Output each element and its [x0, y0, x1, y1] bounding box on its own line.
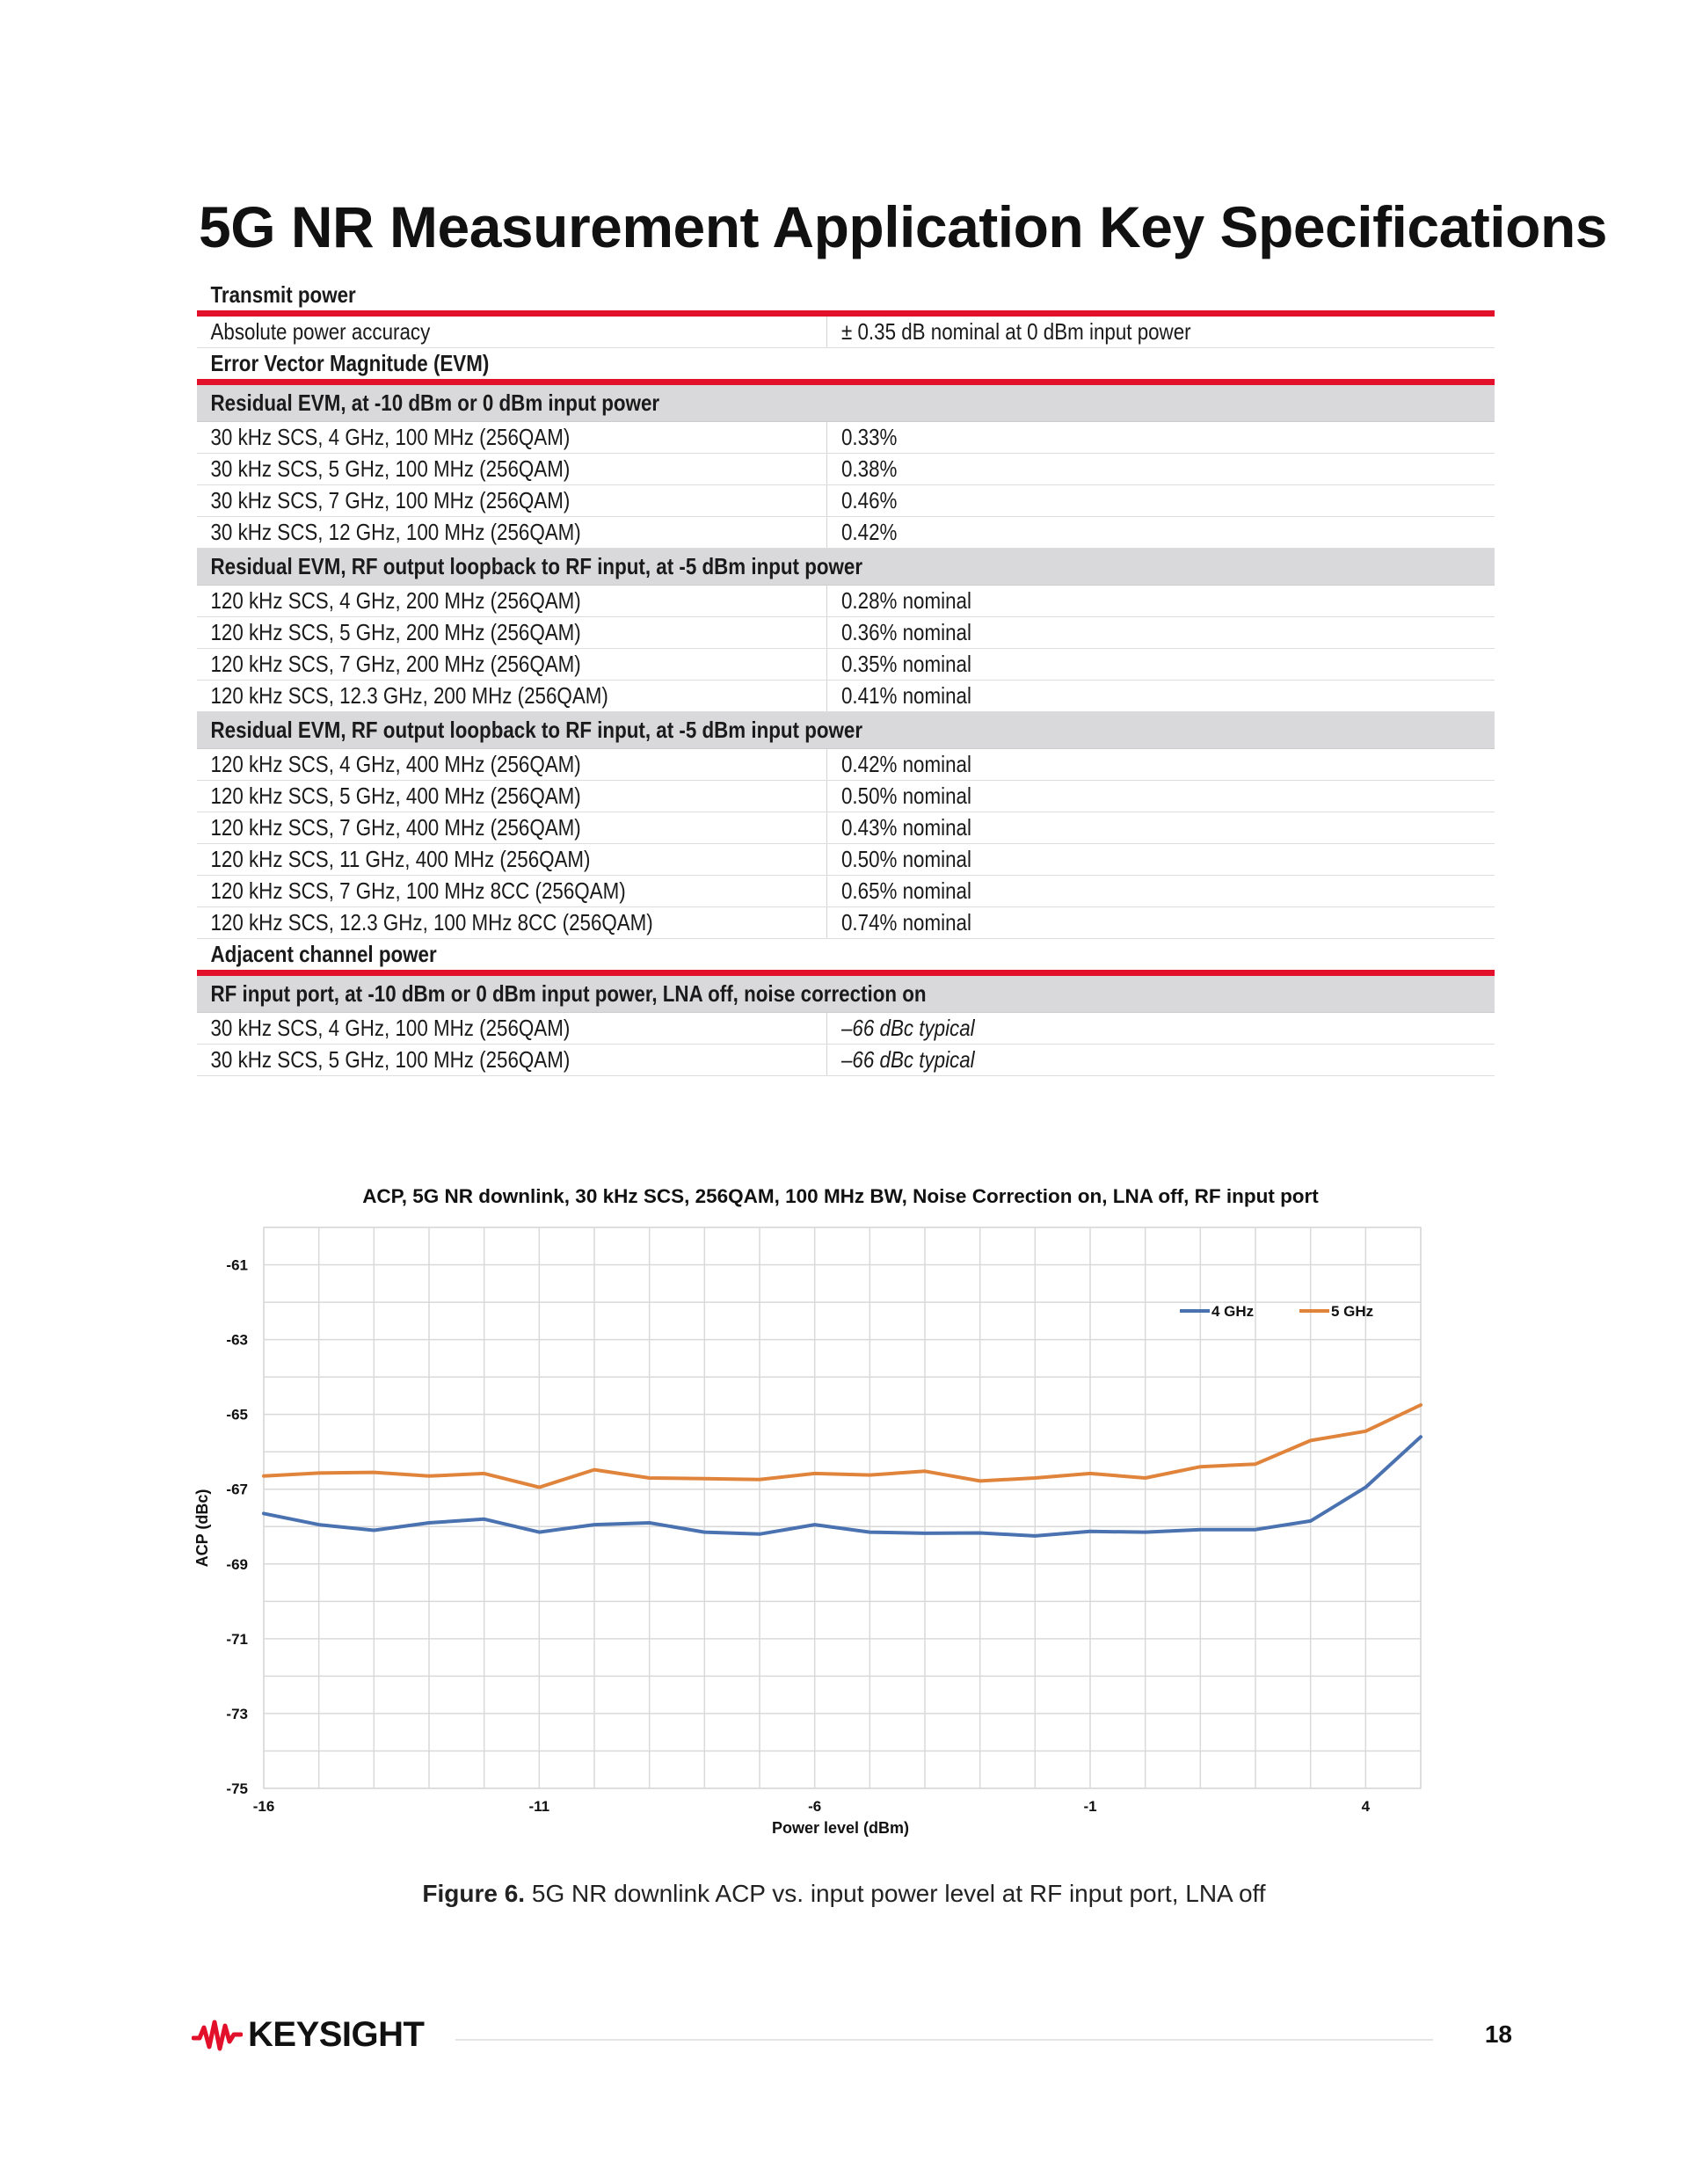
row-value: 0.42% nominal	[841, 751, 971, 777]
table-row	[197, 876, 1495, 907]
row-value: 0.41% nominal	[841, 682, 971, 709]
table-row	[197, 1013, 1495, 1045]
row-value: 0.36% nominal	[841, 619, 971, 645]
row-label: Residual EVM, RF output loopback to RF input, at -5 dBm input power	[210, 717, 863, 743]
keysight-logo	[192, 2015, 424, 2055]
row-label: Residual EVM, RF output loopback to RF input, at -5 dBm input power	[210, 553, 863, 579]
legend-label: 5 GHz	[1331, 1303, 1374, 1320]
row-value-cell	[826, 1013, 1495, 1044]
acp-chart-svg	[193, 1168, 1442, 1853]
row-label: 30 kHz SCS, 5 GHz, 100 MHz (256QAM)	[210, 455, 571, 482]
row-label: Residual EVM, at -10 dBm or 0 dBm input power	[210, 389, 660, 416]
chart-title: ACP, 5G NR downlink, 30 kHz SCS, 256QAM, 100 MHz BW, Noise Correction on, LNA off, RF input port	[362, 1185, 1319, 1207]
y-tick-label: -73	[226, 1705, 248, 1722]
row-value-cell	[826, 1045, 1495, 1075]
row-value-cell	[826, 844, 1495, 875]
figure-caption-text: 5G NR downlink ACP vs. input power level at RF input port, LNA off	[525, 1880, 1266, 1907]
row-value: ± 0.35 dB nominal at 0 dBm input power	[841, 318, 1191, 345]
row-label: Error Vector Magnitude (EVM)	[210, 350, 490, 376]
row-value-cell	[826, 781, 1495, 812]
row-value-cell	[826, 812, 1495, 843]
legend-label: 4 GHz	[1211, 1303, 1255, 1320]
row-label: 30 kHz SCS, 12 GHz, 100 MHz (256QAM)	[210, 519, 581, 545]
row-value-cell	[826, 485, 1495, 516]
row-label: 120 kHz SCS, 7 GHz, 100 MHz 8CC (256QAM)	[210, 877, 626, 904]
row-label: 120 kHz SCS, 11 GHz, 400 MHz (256QAM)	[210, 846, 591, 872]
row-value-cell	[826, 586, 1495, 616]
table-row	[197, 844, 1495, 876]
x-tick-label: 4	[1361, 1798, 1371, 1815]
row-value: 0.46%	[841, 487, 898, 513]
row-label: 120 kHz SCS, 5 GHz, 400 MHz (256QAM)	[210, 783, 581, 809]
row-label: 120 kHz SCS, 5 GHz, 200 MHz (256QAM)	[210, 619, 581, 645]
table-row	[197, 617, 1495, 649]
row-label: 120 kHz SCS, 7 GHz, 400 MHz (256QAM)	[210, 814, 581, 841]
subsection-header-row	[197, 549, 1495, 586]
row-value: 0.38%	[841, 455, 898, 482]
page-title: 5G NR Measurement Application Key Specifications	[199, 194, 1607, 259]
y-tick-label: -75	[226, 1780, 248, 1797]
row-value-cell	[826, 907, 1495, 938]
row-value: 0.42%	[841, 519, 898, 545]
row-value-cell	[826, 649, 1495, 680]
row-label: 30 kHz SCS, 5 GHz, 100 MHz (256QAM)	[210, 1046, 571, 1073]
row-label: 120 kHz SCS, 4 GHz, 400 MHz (256QAM)	[210, 751, 581, 777]
row-value-cell	[826, 876, 1495, 906]
row-value-cell	[826, 422, 1495, 453]
y-tick-label: -71	[226, 1630, 248, 1648]
table-row	[197, 485, 1495, 517]
table-row	[197, 454, 1495, 485]
section-header-row	[197, 939, 1495, 976]
y-tick-label: -65	[226, 1406, 248, 1423]
x-tick-label: -1	[1083, 1798, 1097, 1815]
row-value-cell	[826, 454, 1495, 484]
keysight-wave-icon	[192, 2017, 243, 2054]
row-label: 120 kHz SCS, 12.3 GHz, 200 MHz (256QAM)	[210, 682, 608, 709]
section-header-row	[197, 280, 1495, 317]
subsection-header-row	[197, 385, 1495, 422]
row-value: –66 dBc typical	[841, 1046, 975, 1073]
row-value: 0.65% nominal	[841, 877, 971, 904]
x-tick-label: -11	[528, 1798, 550, 1815]
y-axis-label: ACP (dBc)	[193, 1489, 211, 1568]
table-row	[197, 317, 1495, 348]
row-label: 30 kHz SCS, 7 GHz, 100 MHz (256QAM)	[210, 487, 571, 513]
row-label: 120 kHz SCS, 12.3 GHz, 100 MHz 8CC (256QAM)	[210, 909, 653, 935]
figure-caption-label: Figure 6.	[422, 1880, 526, 1907]
table-row	[197, 681, 1495, 712]
row-value: 0.43% nominal	[841, 814, 971, 841]
row-value-cell	[826, 749, 1495, 780]
table-row	[197, 749, 1495, 781]
row-value-cell	[826, 517, 1495, 548]
y-tick-label: -63	[226, 1331, 248, 1349]
row-label: 120 kHz SCS, 4 GHz, 200 MHz (256QAM)	[210, 587, 581, 614]
table-row	[197, 649, 1495, 681]
row-value: 0.33%	[841, 424, 898, 450]
row-value: 0.28% nominal	[841, 587, 971, 614]
spec-table	[197, 280, 1495, 1076]
x-axis-label: Power level (dBm)	[771, 1819, 910, 1837]
table-row	[197, 812, 1495, 844]
row-value-cell	[826, 681, 1495, 711]
row-label: 30 kHz SCS, 4 GHz, 100 MHz (256QAM)	[210, 1015, 571, 1041]
x-tick-label: -16	[252, 1798, 275, 1815]
table-row	[197, 586, 1495, 617]
section-header-row	[197, 348, 1495, 385]
row-value: 0.50% nominal	[841, 846, 971, 872]
acp-chart	[193, 1168, 1442, 1853]
row-value: 0.74% nominal	[841, 909, 971, 935]
y-tick-label: -67	[226, 1481, 248, 1498]
table-row	[197, 781, 1495, 812]
subsection-header-row	[197, 712, 1495, 749]
row-label: 120 kHz SCS, 7 GHz, 200 MHz (256QAM)	[210, 651, 581, 677]
x-tick-label: -6	[808, 1798, 822, 1815]
table-row	[197, 517, 1495, 549]
keysight-wordmark: KEYSIGHT	[248, 2015, 425, 2054]
row-value: 0.50% nominal	[841, 783, 971, 809]
row-label: 30 kHz SCS, 4 GHz, 100 MHz (256QAM)	[210, 424, 571, 450]
row-value: –66 dBc typical	[841, 1015, 975, 1041]
table-row	[197, 1045, 1495, 1076]
figure-caption	[0, 1880, 1688, 1908]
row-label: Absolute power accuracy	[210, 318, 431, 345]
row-label: Transmit power	[210, 281, 356, 308]
table-row	[197, 422, 1495, 454]
row-value-cell	[826, 617, 1495, 648]
footer-divider	[455, 2039, 1433, 2041]
row-value-cell	[826, 317, 1495, 347]
row-label: RF input port, at -10 dBm or 0 dBm input power, LNA off, noise correction on	[210, 980, 927, 1007]
y-tick-label: -69	[226, 1555, 248, 1573]
row-label: Adjacent channel power	[210, 941, 437, 967]
y-tick-label: -61	[226, 1256, 248, 1274]
page-number: 18	[1484, 2020, 1512, 2048]
row-value: 0.35% nominal	[841, 651, 971, 677]
subsection-header-row	[197, 976, 1495, 1013]
table-row	[197, 907, 1495, 939]
